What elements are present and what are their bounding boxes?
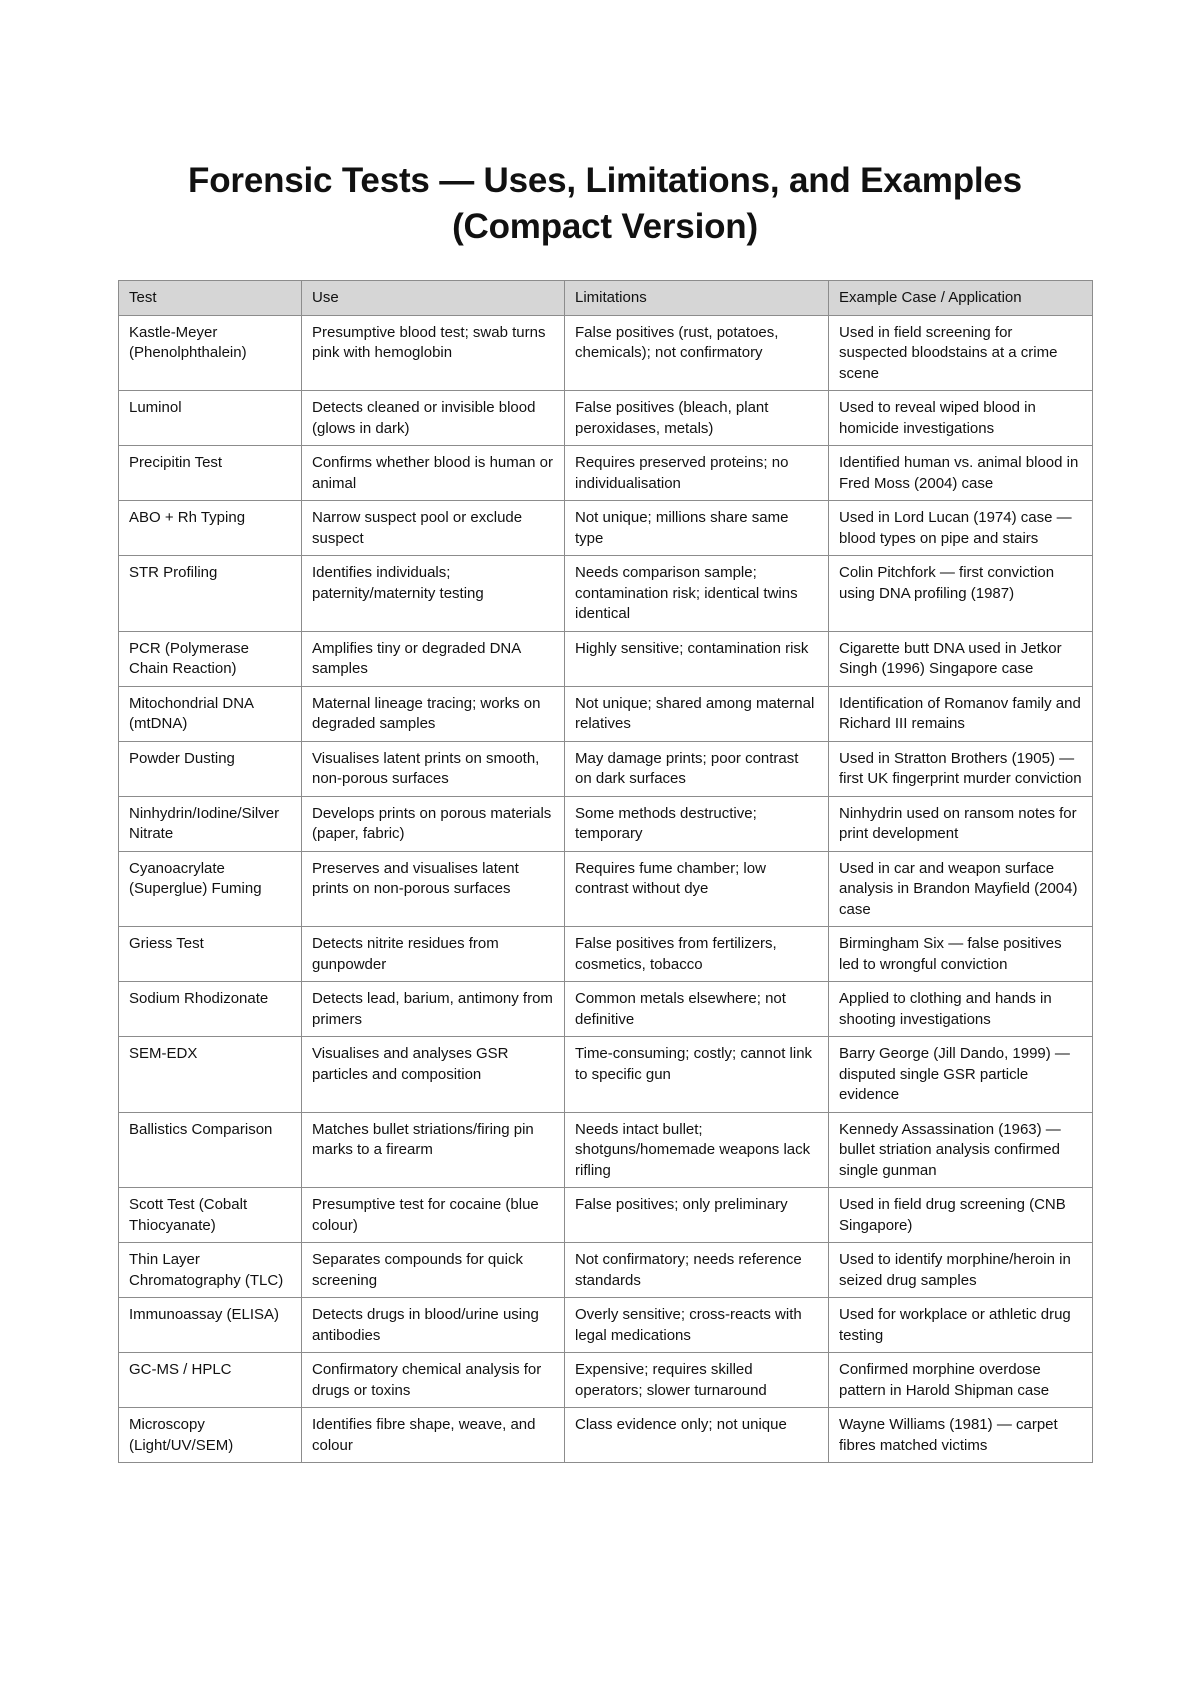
cell-example: Used for workplace or athletic drug testing (829, 1298, 1093, 1353)
column-header-test: Test (119, 281, 302, 316)
forensic-tests-table (118, 280, 1093, 1463)
page-title: Forensic Tests — Uses, Limitations, and Examples (Compact Version) (188, 161, 1022, 246)
cell-example: Kennedy Assassination (1963) — bullet striation analysis confirmed single gunman (829, 1112, 1093, 1188)
cell-limitations: Requires preserved proteins; no individualisation (565, 446, 829, 501)
cell-limitations: Not confirmatory; needs reference standards (565, 1243, 829, 1298)
cell-use: Develops prints on porous materials (paper, fabric) (302, 796, 565, 851)
table-row (119, 982, 1093, 1037)
cell-example: Identified human vs. animal blood in Fred Moss (2004) case (829, 446, 1093, 501)
cell-use: Presumptive blood test; swab turns pink with hemoglobin (302, 315, 565, 391)
cell-test: Cyanoacrylate (Superglue) Fuming (119, 851, 302, 927)
cell-use: Visualises and analyses GSR particles and composition (302, 1037, 565, 1113)
table-row (119, 1112, 1093, 1188)
table-row (119, 1298, 1093, 1353)
table-row (119, 1353, 1093, 1408)
cell-example: Cigarette butt DNA used in Jetkor Singh (1996) Singapore case (829, 631, 1093, 686)
cell-test: STR Profiling (119, 556, 302, 632)
cell-limitations: Not unique; shared among maternal relatives (565, 686, 829, 741)
cell-test: Mitochondrial DNA (mtDNA) (119, 686, 302, 741)
cell-use: Preserves and visualises latent prints on non-porous surfaces (302, 851, 565, 927)
cell-test: Immunoassay (ELISA) (119, 1298, 302, 1353)
cell-use: Matches bullet striations/firing pin marks to a firearm (302, 1112, 565, 1188)
cell-test: Griess Test (119, 927, 302, 982)
cell-use: Detects nitrite residues from gunpowder (302, 927, 565, 982)
cell-test: ABO + Rh Typing (119, 501, 302, 556)
table-row (119, 556, 1093, 632)
cell-limitations: False positives (bleach, plant peroxidases, metals) (565, 391, 829, 446)
cell-use: Presumptive test for cocaine (blue colour) (302, 1188, 565, 1243)
table-row (119, 446, 1093, 501)
cell-test: Precipitin Test (119, 446, 302, 501)
cell-use: Detects cleaned or invisible blood (glows in dark) (302, 391, 565, 446)
cell-use: Visualises latent prints on smooth, non-porous surfaces (302, 741, 565, 796)
cell-use: Confirms whether blood is human or animal (302, 446, 565, 501)
table-row (119, 741, 1093, 796)
column-header-use: Use (302, 281, 565, 316)
cell-test: GC-MS / HPLC (119, 1353, 302, 1408)
cell-limitations: Expensive; requires skilled operators; slower turnaround (565, 1353, 829, 1408)
cell-limitations: False positives from fertilizers, cosmetics, tobacco (565, 927, 829, 982)
cell-example: Wayne Williams (1981) — carpet fibres matched victims (829, 1408, 1093, 1463)
cell-test: Kastle-Meyer (Phenolphthalein) (119, 315, 302, 391)
cell-limitations: Class evidence only; not unique (565, 1408, 829, 1463)
cell-limitations: Some methods destructive; temporary (565, 796, 829, 851)
cell-example: Used in car and weapon surface analysis in Brandon Mayfield (2004) case (829, 851, 1093, 927)
cell-test: Microscopy (Light/UV/SEM) (119, 1408, 302, 1463)
cell-test: SEM-EDX (119, 1037, 302, 1113)
cell-limitations: May damage prints; poor contrast on dark surfaces (565, 741, 829, 796)
table-row (119, 1188, 1093, 1243)
table-row (119, 1408, 1093, 1463)
table-header-row (119, 281, 1093, 316)
cell-test: Luminol (119, 391, 302, 446)
cell-example: Used in Stratton Brothers (1905) — first UK fingerprint murder conviction (829, 741, 1093, 796)
cell-use: Detects drugs in blood/urine using antibodies (302, 1298, 565, 1353)
cell-example: Birmingham Six — false positives led to wrongful conviction (829, 927, 1093, 982)
column-header-limitations: Limitations (565, 281, 829, 316)
cell-use: Detects lead, barium, antimony from primers (302, 982, 565, 1037)
cell-limitations: Overly sensitive; cross-reacts with legal medications (565, 1298, 829, 1353)
cell-limitations: False positives; only preliminary (565, 1188, 829, 1243)
table-row (119, 391, 1093, 446)
cell-test: PCR (Polymerase Chain Reaction) (119, 631, 302, 686)
table-row (119, 851, 1093, 927)
cell-use: Confirmatory chemical analysis for drugs or toxins (302, 1353, 565, 1408)
table-row (119, 1037, 1093, 1113)
cell-use: Identifies individuals; paternity/maternity testing (302, 556, 565, 632)
cell-example: Applied to clothing and hands in shooting investigations (829, 982, 1093, 1037)
cell-limitations: False positives (rust, potatoes, chemicals); not confirmatory (565, 315, 829, 391)
cell-example: Used in field drug screening (CNB Singapore) (829, 1188, 1093, 1243)
cell-test: Ballistics Comparison (119, 1112, 302, 1188)
cell-example: Colin Pitchfork — first conviction using DNA profiling (1987) (829, 556, 1093, 632)
table-row (119, 631, 1093, 686)
table-row (119, 927, 1093, 982)
cell-example: Ninhydrin used on ransom notes for print development (829, 796, 1093, 851)
cell-test: Thin Layer Chromatography (TLC) (119, 1243, 302, 1298)
cell-limitations: Highly sensitive; contamination risk (565, 631, 829, 686)
cell-limitations: Needs intact bullet; shotguns/homemade weapons lack rifling (565, 1112, 829, 1188)
cell-example: Identification of Romanov family and Richard III remains (829, 686, 1093, 741)
cell-example: Used to identify morphine/heroin in seized drug samples (829, 1243, 1093, 1298)
table-row (119, 501, 1093, 556)
cell-use: Identifies fibre shape, weave, and colour (302, 1408, 565, 1463)
cell-example: Barry George (Jill Dando, 1999) — disputed single GSR particle evidence (829, 1037, 1093, 1113)
cell-test: Sodium Rhodizonate (119, 982, 302, 1037)
cell-example: Confirmed morphine overdose pattern in Harold Shipman case (829, 1353, 1093, 1408)
cell-use: Amplifies tiny or degraded DNA samples (302, 631, 565, 686)
cell-use: Maternal lineage tracing; works on degraded samples (302, 686, 565, 741)
cell-limitations: Requires fume chamber; low contrast without dye (565, 851, 829, 927)
cell-test: Powder Dusting (119, 741, 302, 796)
cell-test: Scott Test (Cobalt Thiocyanate) (119, 1188, 302, 1243)
cell-use: Narrow suspect pool or exclude suspect (302, 501, 565, 556)
cell-limitations: Not unique; millions share same type (565, 501, 829, 556)
cell-example: Used in field screening for suspected bloodstains at a crime scene (829, 315, 1093, 391)
cell-test: Ninhydrin/Iodine/Silver Nitrate (119, 796, 302, 851)
cell-use: Separates compounds for quick screening (302, 1243, 565, 1298)
table-row (119, 796, 1093, 851)
cell-limitations: Needs comparison sample; contamination risk; identical twins identical (565, 556, 829, 632)
cell-example: Used to reveal wiped blood in homicide investigations (829, 391, 1093, 446)
table-row (119, 315, 1093, 391)
table-row (119, 686, 1093, 741)
cell-limitations: Common metals elsewhere; not definitive (565, 982, 829, 1037)
column-header-example: Example Case / Application (829, 281, 1093, 316)
table-row (119, 1243, 1093, 1298)
cell-example: Used in Lord Lucan (1974) case — blood types on pipe and stairs (829, 501, 1093, 556)
cell-limitations: Time-consuming; costly; cannot link to specific gun (565, 1037, 829, 1113)
